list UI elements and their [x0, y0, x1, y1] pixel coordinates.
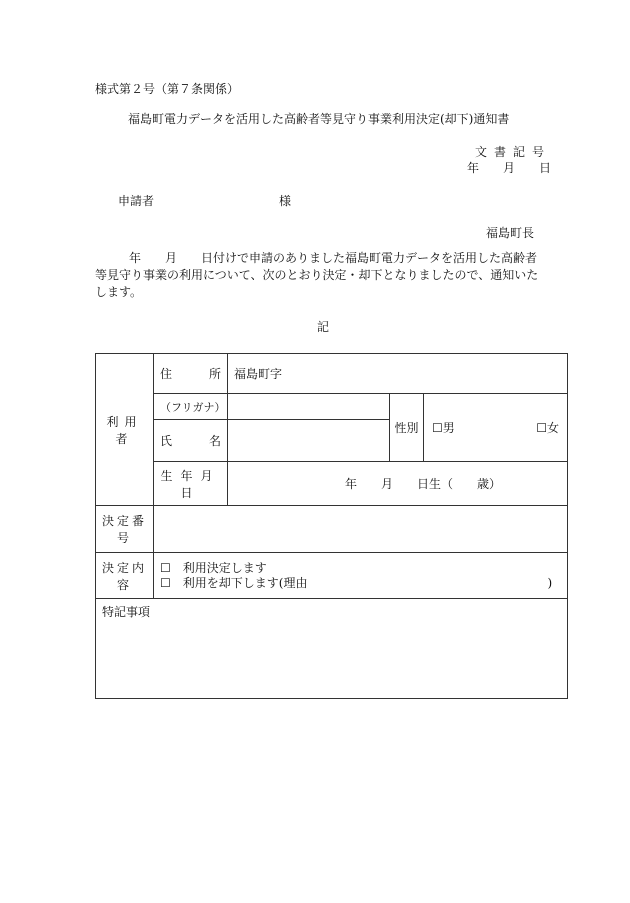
gender-options [424, 394, 568, 462]
furigana-label: （フリガナ） [154, 394, 228, 420]
notice-body-line: 等見守り事業の利用について、次のとおり決定・却下となりましたので、通知いた [95, 268, 539, 282]
user-label: 利用者 [96, 354, 154, 506]
name-label [154, 420, 228, 462]
gender-male-checkbox[interactable]: ☐男 [432, 421, 455, 435]
applicant-label: 申請者 [118, 194, 155, 208]
gender-female-checkbox[interactable]: ☐女 [536, 421, 559, 435]
ki-heading: 記 [317, 320, 330, 334]
date-month-label: 月 [502, 161, 515, 175]
address-field[interactable]: 福島町字 [228, 354, 568, 394]
address-label-part: 住 [160, 367, 173, 381]
date-year-label: 年 [466, 161, 479, 175]
decision-number-label: 決定番号 [96, 506, 154, 553]
issuer-name: 福島町長 [485, 226, 534, 240]
name-label-part: 氏 [160, 434, 173, 448]
remarks-field[interactable] [96, 599, 568, 699]
gender-label: 性別 [390, 394, 424, 462]
document-date-line [467, 159, 551, 176]
name-field[interactable] [228, 420, 390, 462]
notice-body-line: 年 月 日付けで申請のありました福島町電力データを活用した高齢者 [129, 251, 538, 265]
remarks-label: 特記事項 [102, 605, 151, 619]
address-label-part: 所 [208, 367, 221, 381]
date-day-label: 日 [538, 161, 551, 175]
form-label: 様式第２号（第７条関係） [95, 82, 240, 96]
dob-label: 生年月日 [154, 462, 228, 506]
notice-body-line: します。 [95, 285, 143, 299]
notice-body [95, 250, 565, 301]
decision-reject-option[interactable]: ☐ 利用を却下します(理由 ) [160, 575, 553, 590]
decision-record-table [95, 353, 568, 699]
document-number-label: 文書記号 [474, 145, 551, 159]
address-label [154, 354, 228, 394]
furigana-field[interactable] [228, 394, 390, 420]
dob-field[interactable]: 年 月 日生（ 歳） [228, 462, 568, 506]
decision-approve-option[interactable]: ☐ 利用決定します [160, 560, 267, 575]
decision-content-label: 決定内容 [96, 553, 154, 599]
applicant-honorific: 様 [279, 194, 292, 208]
decision-content-field [154, 553, 568, 599]
document-title: 福島町電力データを活用した高齢者等見守り事業利用決定(却下)通知書 [128, 112, 510, 126]
decision-number-field[interactable] [154, 506, 568, 553]
name-label-part: 名 [208, 434, 221, 448]
